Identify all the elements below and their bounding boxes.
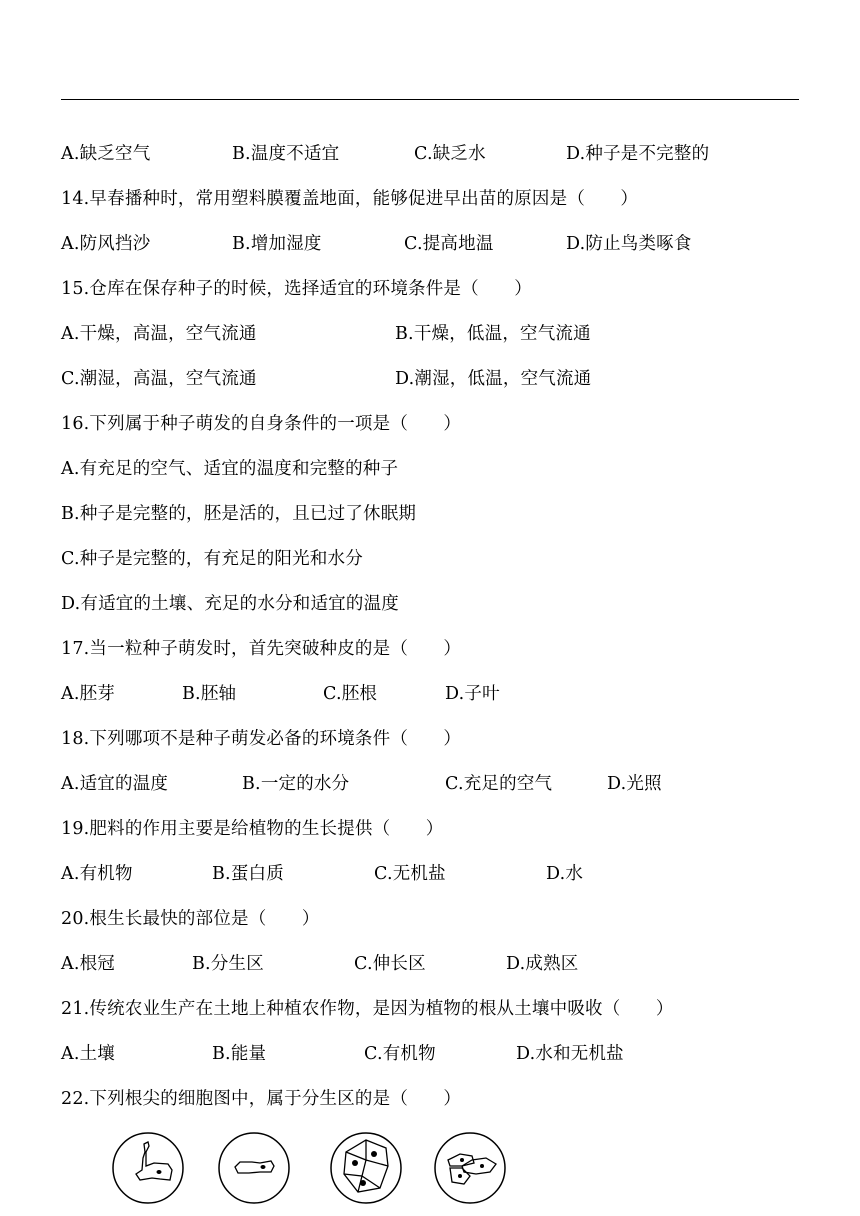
q18-option-a: A.适宜的温度 xyxy=(61,774,169,794)
q20-option-b: B.分生区 xyxy=(192,954,264,974)
q19-option-c: C.无机盐 xyxy=(374,864,446,884)
q20-option-a: A.根冠 xyxy=(61,954,116,974)
q17-option-c: C.胚根 xyxy=(323,684,378,704)
q15-option-a: A.干燥，高温，空气流通 xyxy=(61,324,257,344)
q15-option-d: D.潮湿，低温，空气流通 xyxy=(395,369,592,389)
q13-option-d: D.种子是不完整的 xyxy=(566,144,710,164)
q17-option-d: D.子叶 xyxy=(445,684,500,704)
q14-option-d: D.防止鸟类啄食 xyxy=(566,234,692,254)
q21-option-b: B.能量 xyxy=(212,1044,267,1064)
q14-stem: 14.早春播种时，常用塑料膜覆盖地面，能够促进早出苗的原因是（ ） xyxy=(61,189,639,209)
dividing-cells-figure xyxy=(328,1130,404,1206)
q13-option-a: A.缺乏空气 xyxy=(61,144,151,164)
q16-option-c: C.种子是完整的，有充足的阳光和水分 xyxy=(61,549,363,569)
q18-option-d: D.光照 xyxy=(607,774,662,794)
q14-option-c: C.提高地温 xyxy=(404,234,494,254)
q18-option-c: C.充足的空气 xyxy=(445,774,553,794)
q13-option-b: B.温度不适宜 xyxy=(232,144,340,164)
q17-option-a: A.胚芽 xyxy=(61,684,116,704)
q19-option-d: D.水 xyxy=(546,864,584,884)
q16-option-d: D.有适宜的土壤、充足的水分和适宜的温度 xyxy=(61,594,399,614)
q19-option-b: B.蛋白质 xyxy=(212,864,284,884)
q13-option-c: C.缺乏水 xyxy=(414,144,486,164)
q18-stem: 18.下列哪项不是种子萌发必备的环境条件（ ） xyxy=(61,729,462,749)
header-rule xyxy=(61,99,799,100)
elongated-cell-figure xyxy=(216,1130,292,1206)
q14-option-b: B.增加湿度 xyxy=(232,234,322,254)
q14-option-a: A.防风挡沙 xyxy=(61,234,151,254)
q21-option-d: D.水和无机盐 xyxy=(516,1044,624,1064)
q15-option-c: C.潮湿，高温，空气流通 xyxy=(61,369,257,389)
q20-stem: 20.根生长最快的部位是（ ） xyxy=(61,909,320,929)
q16-option-b: B.种子是完整的，胚是活的，且已过了休眠期 xyxy=(61,504,417,524)
q19-option-a: A.有机物 xyxy=(61,864,133,884)
root-cap-cells-figure xyxy=(432,1130,508,1206)
q15-stem: 15.仓库在保存种子的时候，选择适宜的环境条件是（ ） xyxy=(61,279,532,299)
q22-stem: 22.下列根尖的细胞图中，属于分生区的是（ ） xyxy=(61,1089,462,1109)
q21-option-c: C.有机物 xyxy=(364,1044,436,1064)
q16-stem: 16.下列属于种子萌发的自身条件的一项是（ ） xyxy=(61,414,462,434)
q21-option-a: A.土壤 xyxy=(61,1044,116,1064)
q20-option-d: D.成熟区 xyxy=(506,954,579,974)
q16-option-a: A.有充足的空气、适宜的温度和完整的种子 xyxy=(61,459,399,479)
q17-option-b: B.胚轴 xyxy=(182,684,237,704)
q18-option-b: B.一定的水分 xyxy=(242,774,350,794)
q15-option-b: B.干燥，低温，空气流通 xyxy=(395,324,591,344)
root-hair-cell-figure xyxy=(110,1130,186,1206)
q21-stem: 21.传统农业生产在土地上种植农作物，是因为植物的根从土壤中吸收（ ） xyxy=(61,999,674,1019)
q17-stem: 17.当一粒种子萌发时，首先突破种皮的是（ ） xyxy=(61,639,462,659)
q22-figures xyxy=(110,1130,510,1210)
q20-option-c: C.伸长区 xyxy=(354,954,426,974)
q19-stem: 19.肥料的作用主要是给植物的生长提供（ ） xyxy=(61,819,444,839)
